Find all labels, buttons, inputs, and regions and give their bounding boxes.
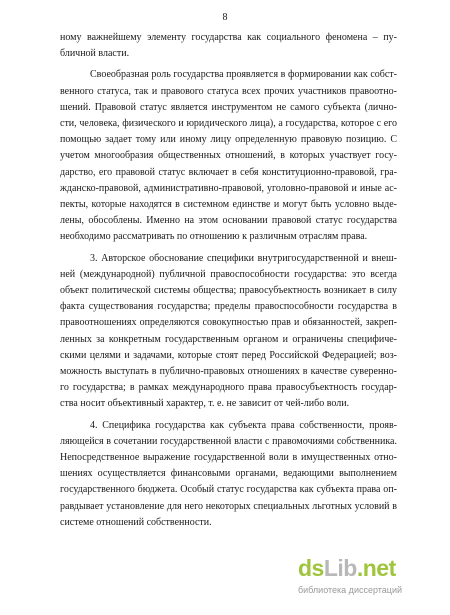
page-number: 8: [222, 12, 228, 23]
text-line: пекты, которые находятся в системном единстве и могут быть условно выде-: [60, 199, 397, 211]
text-line: шений. Правовой статус является инструментом не самого субъекта (лично-: [60, 101, 397, 113]
text-line: учетом многообразия общественных отношений, в которых участвует госу-: [60, 150, 397, 162]
text-line: лены, обособлены. Именно на этом основании правовой статус государства: [60, 215, 397, 227]
text-line: ства носит объективный характер, т. е. не зависит от чей-либо воли.: [60, 398, 350, 410]
text-line: Своеобразная роль государства проявляется в формировании как собст-: [90, 69, 397, 81]
text-line: бличной власти.: [60, 48, 130, 60]
dslib-watermark[interactable]: [298, 555, 430, 607]
text-line: факта существования государства; пределы правоспособности государства в: [60, 301, 397, 313]
text-line: Непосредственное выражение государственной воли в имущественных отно-: [60, 452, 397, 464]
text-line: ляющейся в сочетании государственной власти с правомочиями собственника.: [60, 435, 397, 447]
document-body: [60, 30, 397, 531]
text-line: системе отношений собственности.: [60, 516, 212, 528]
text-line: ленных за конкретным государственным органом и ограничены специфиче-: [60, 333, 397, 345]
text-line: 4. Специфика государства как субъекта права собственности, прояв-: [90, 419, 397, 431]
dslib-logo: [298, 555, 396, 582]
text-line: го государства; в рамках международного права правосубъектность государ-: [60, 382, 397, 394]
text-line: дарство, его правовой статус включает в себя конституционно-правовой, гра-: [60, 166, 397, 178]
logo-text-net: .net: [356, 555, 396, 581]
text-line: жданско-правовой, административно-правовой, уголовно-правовой и иные ас-: [60, 182, 397, 194]
text-line: шениях осуществляется финансовыми органами, ведающими выполнением: [60, 468, 397, 480]
text-line: равдывает установление для него некоторых специальных льготных условий в: [60, 500, 397, 512]
text-line: необходимо рассматривать по отношению к различным отраслям права.: [60, 231, 368, 243]
text-line: венного статуса, так и правового статуса всех прочих участников правоотно-: [60, 85, 397, 97]
logo-text-lib: Lib: [323, 555, 357, 581]
text-line: помощью задает тому или иному лицу определенную правовую позицию. С: [60, 134, 397, 146]
text-line: объект политической системы общества; правосубъектность возникает в силу: [60, 285, 397, 297]
text-line: ному важнейшему элементу государства как социального феномена – пу-: [60, 32, 397, 43]
text-line: сти, человека, физического и юридического лица), а государства, которое с его: [60, 118, 397, 130]
text-line: государственного бюджета. Особый статус государства как субъекта права оп-: [60, 484, 397, 496]
text-line: правоотношениях определяются совокупностью прав и обязанностей, закреп-: [60, 317, 397, 329]
text-line: можность выступать в публично-правовых отношениях в качестве суверенно-: [60, 366, 397, 378]
text-line: ней (международной) публичной правоспособности государства: это всегда: [60, 268, 397, 280]
text-line: скими целями и задачами, которые стоят перед Российской Федерацией; воз-: [60, 349, 397, 361]
watermark-tagline: библиотека диссертаций: [298, 585, 403, 595]
logo-text-ds: ds: [298, 555, 324, 581]
text-line: 3. Авторское обоснование специфики внутригосударственной и внеш-: [90, 252, 397, 264]
